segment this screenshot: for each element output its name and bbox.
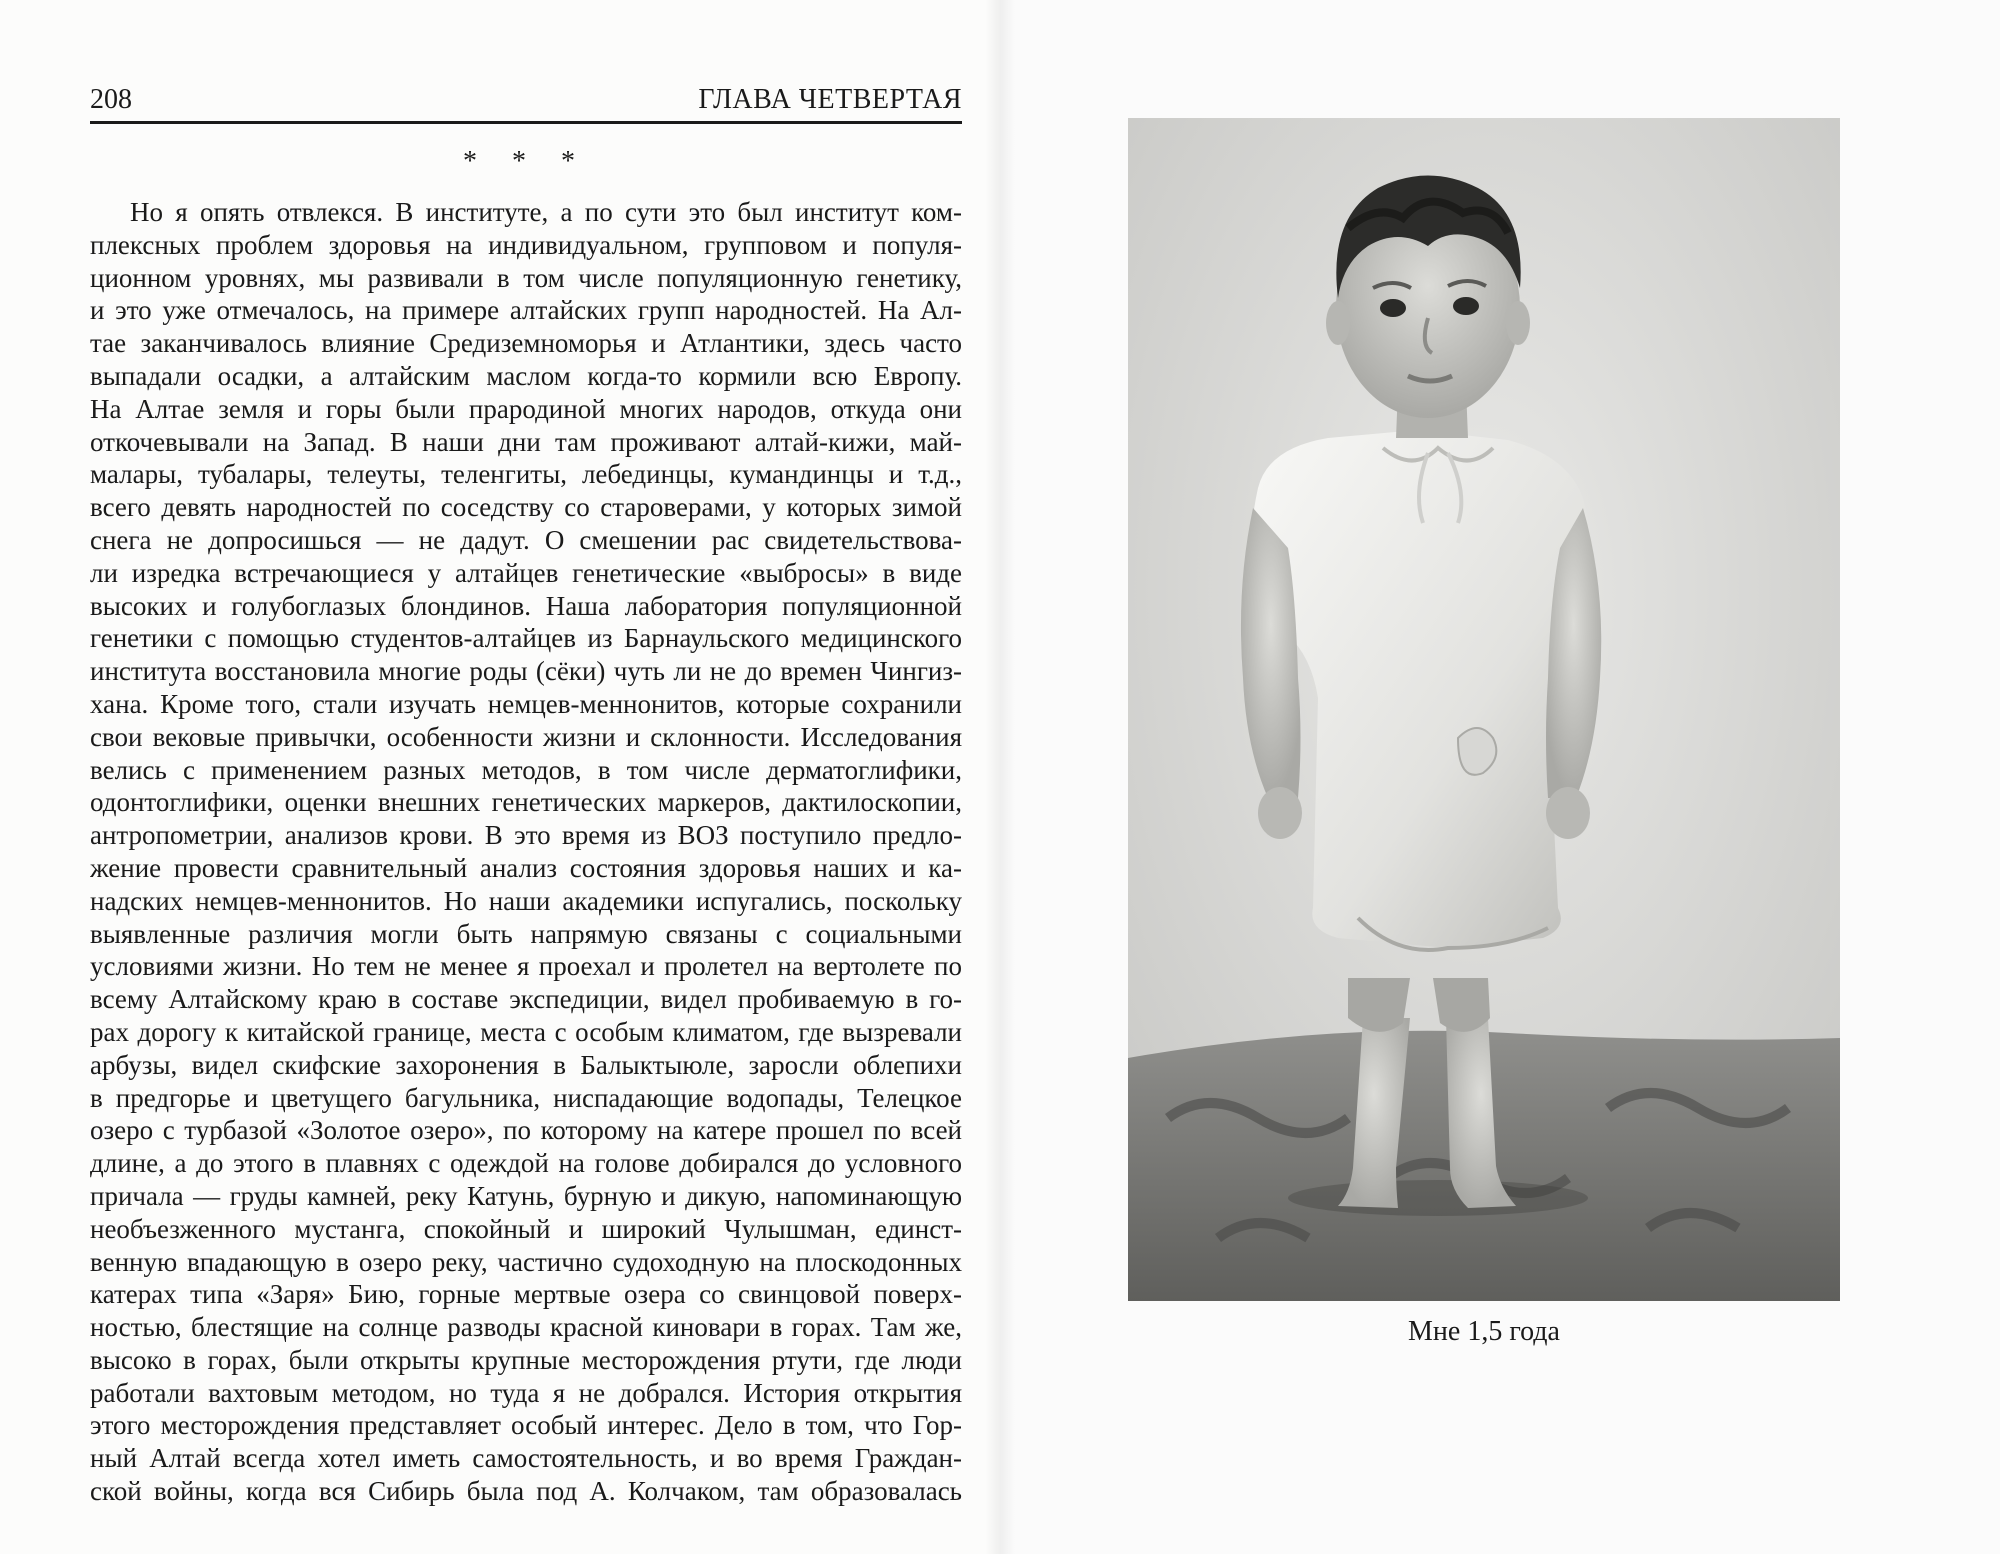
text-line: в предгорье и цветущего багульника, ниспадающие водопады, Телецкое	[90, 1082, 962, 1113]
text-line: На Алтае земля и горы были прародиной многих народов, откуда они	[90, 393, 962, 424]
text-line: ционном уровнях, мы развивали в том числе популяционную генетику,	[90, 262, 962, 293]
text-line: арбузы, видел скифские захоронения в Балыктыюле, заросли облепихи	[90, 1049, 962, 1080]
text-line: жение провести сравнительный анализ состояния здоровья наших и ка-	[90, 852, 962, 883]
text-line: надских немцев-меннонитов. Но наши академики испугались, поскольку	[90, 885, 962, 916]
text-line: выявленные различия могли быть напрямую связаны с социальными	[90, 918, 962, 949]
text-line: генетики с помощью студентов-алтайцев из Барнаульского медицинского	[90, 623, 962, 654]
text-line: ный Алтай всегда хотел иметь самостоятельность, и во время Граждан-	[90, 1443, 962, 1474]
text-line: высоких и голубоглазых блондинов. Наша лаборатория популяционной	[90, 590, 962, 621]
text-line: венную впадающую в озеро реку, частично судоходную на плоскодонных	[90, 1246, 962, 1277]
text-line: антропометрии, анализов крови. В это время из ВОЗ поступило предло-	[90, 820, 962, 851]
text-line: велись с применением разных методов, в том числе дерматоглифики,	[90, 754, 962, 785]
text-line: одонтоглифики, оценки внешних генетических маркеров, дактилоскопии,	[90, 787, 962, 818]
text-line: малары, тубалары, телеуты, теленгиты, лебединцы, кумандинцы и т.д.,	[90, 459, 962, 490]
text-line: длине, а до этого в плавнях с одеждой на голове добирался до условного	[90, 1148, 962, 1179]
text-line: Но я опять отвлекся. В институте, а по сути это был институт ком-	[130, 197, 962, 227]
text-line: выпадали осадки, а алтайским маслом когда-то кормили всю Европу.	[90, 360, 962, 391]
text-line: условиями жизни. Но тем не менее я проехал и пролетел на вертолете по	[90, 951, 962, 982]
text-line: озеро с турбазой «Золотое озеро», по которому на катере прошел по всей	[90, 1115, 962, 1146]
text-line: ностью, блестящие на солнце разводы красной киновари в горах. Там же,	[90, 1312, 962, 1343]
text-line: хана. Кроме того, стали изучать немцев-меннонитов, которые сохранили	[90, 688, 962, 719]
text-line: и это уже отмечалось, на примере алтайских групп народностей. На Ал-	[90, 295, 962, 326]
text-line: откочевывали на Запад. В наши дни там проживают алтай-кижи, май-	[90, 426, 962, 457]
running-head	[90, 80, 962, 120]
book-gutter	[985, 0, 1015, 1554]
page-number: 208	[90, 84, 132, 115]
photo-caption: Мне 1,5 года	[1408, 1316, 1560, 1347]
text-line: катерах типа «Заря» Бию, горные мертвые озера со свинцовой поверх-	[90, 1279, 962, 1310]
photo-illustration	[1128, 118, 1840, 1301]
text-line: тае заканчивалось влияние Средиземноморья и Атлантики, здесь часто	[90, 328, 962, 359]
child-photograph	[1128, 118, 1840, 1301]
text-line: всему Алтайскому краю в составе экспедиции, видел пробиваемую в го-	[90, 984, 962, 1015]
body-text	[90, 196, 962, 1508]
text-line: свои вековые привычки, особенности жизни и склонности. Исследования	[90, 721, 962, 752]
text-line: ской войны, когда вся Сибирь была под А. Колчаком, там образовалась	[90, 1476, 962, 1507]
text-line: института восстановила многие роды (сёки) чуть ли не до времен Чингиз-	[90, 656, 962, 687]
text-line: плексных проблем здоровья на индивидуальном, групповом и популя-	[90, 229, 962, 260]
text-line: этого месторождения представляет особый интерес. Дело в том, что Гор-	[90, 1410, 962, 1441]
text-line: необъезженного мустанга, спокойный и широкий Чулышман, единст-	[90, 1213, 962, 1244]
header-rule	[90, 121, 962, 124]
chapter-title: ГЛАВА ЧЕТВЕРТАЯ	[698, 84, 962, 115]
text-line: рах дорогу к китайской границе, места с особым климатом, где вызревали	[90, 1016, 962, 1047]
section-break: * * *	[463, 146, 589, 177]
text-line: причала — груды камней, реку Катунь, бурную и дикую, напоминающую	[90, 1180, 962, 1211]
text-line: высоко в горах, были открыты крупные месторождения ртути, где люди	[90, 1344, 962, 1375]
text-line: ли изредка встречающиеся у алтайцев генетические «выбросы» в виде	[90, 557, 962, 588]
text-line: работали вахтовым методом, но туда я не добрался. История открытия	[90, 1377, 962, 1408]
text-line: всего девять народностей по соседству со староверами, у которых зимой	[90, 492, 962, 523]
text-line: снега не допросишься — не дадут. О смешении рас свидетельствова-	[90, 524, 962, 555]
